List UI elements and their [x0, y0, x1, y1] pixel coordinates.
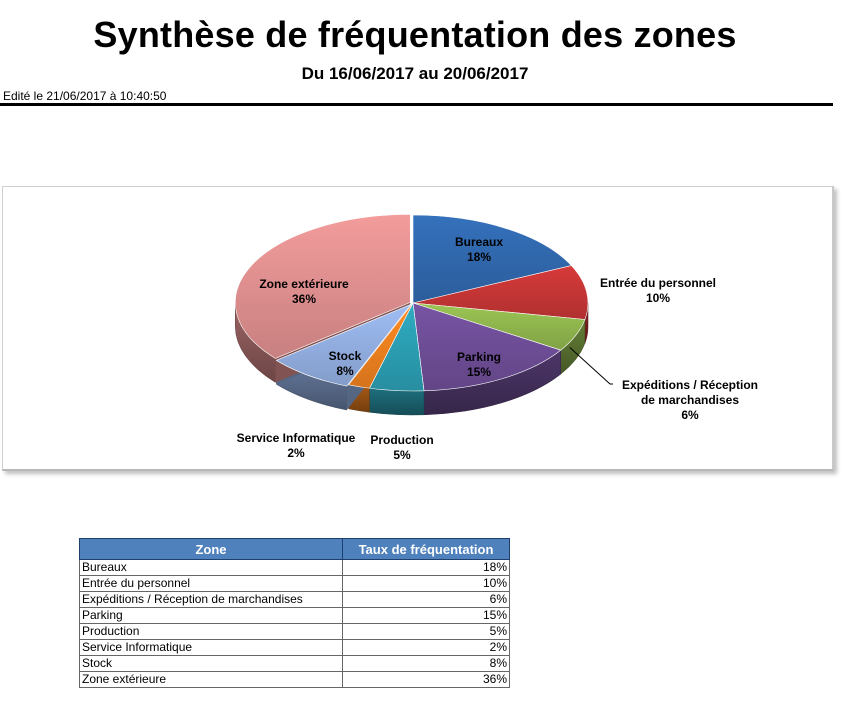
data-label: Expéditions / Réception de marchandises 6% [621, 378, 759, 422]
rate-cell: 8% [343, 656, 510, 672]
frequentation-table [79, 538, 510, 688]
zone-cell: Parking [80, 608, 343, 624]
data-label: Service Informatique 2% [236, 431, 356, 460]
rate-cell: 18% [343, 560, 510, 576]
data-label: Entrée du personnel 10% [599, 276, 717, 305]
zone-cell: Bureaux [80, 560, 343, 576]
zone-cell: Production [80, 624, 343, 640]
report-title: Synthèse de fréquentation des zones [93, 14, 737, 55]
column-header-zone: Zone [80, 539, 343, 560]
edit-timestamp: Edité le 21/06/2017 à 10:40:50 [3, 89, 167, 103]
zone-cell: Expéditions / Réception de marchandises [80, 592, 343, 608]
zone-cell: Stock [80, 656, 343, 672]
table-header-row [80, 539, 510, 560]
column-header-rate: Taux de fréquentation [343, 539, 510, 560]
rate-cell: 2% [343, 640, 510, 656]
rate-cell: 15% [343, 608, 510, 624]
data-label: Bureaux 18% [454, 235, 504, 264]
rate-cell: 5% [343, 624, 510, 640]
table-row [80, 608, 510, 624]
table-row [80, 640, 510, 656]
leader-line [570, 347, 613, 384]
zone-cell: Service Informatique [80, 640, 343, 656]
zone-cell: Zone extérieure [80, 672, 343, 688]
rate-cell: 36% [343, 672, 510, 688]
table-row [80, 576, 510, 592]
pie-tops [235, 214, 588, 391]
data-label: Production 5% [370, 433, 434, 462]
table-row [80, 592, 510, 608]
pie-side-4 [369, 388, 424, 415]
table-row [80, 656, 510, 672]
rate-cell: 6% [343, 592, 510, 608]
table-row [80, 672, 510, 688]
data-label: Parking 15% [456, 350, 502, 379]
data-label: Zone extérieure 36% [259, 277, 349, 306]
rate-cell: 10% [343, 576, 510, 592]
report-period: Du 16/06/2017 au 20/06/2017 [301, 64, 529, 83]
zone-cell: Entrée du personnel [80, 576, 343, 592]
data-label: Stock 8% [328, 349, 362, 378]
table-row [80, 624, 510, 640]
table-row [80, 560, 510, 576]
